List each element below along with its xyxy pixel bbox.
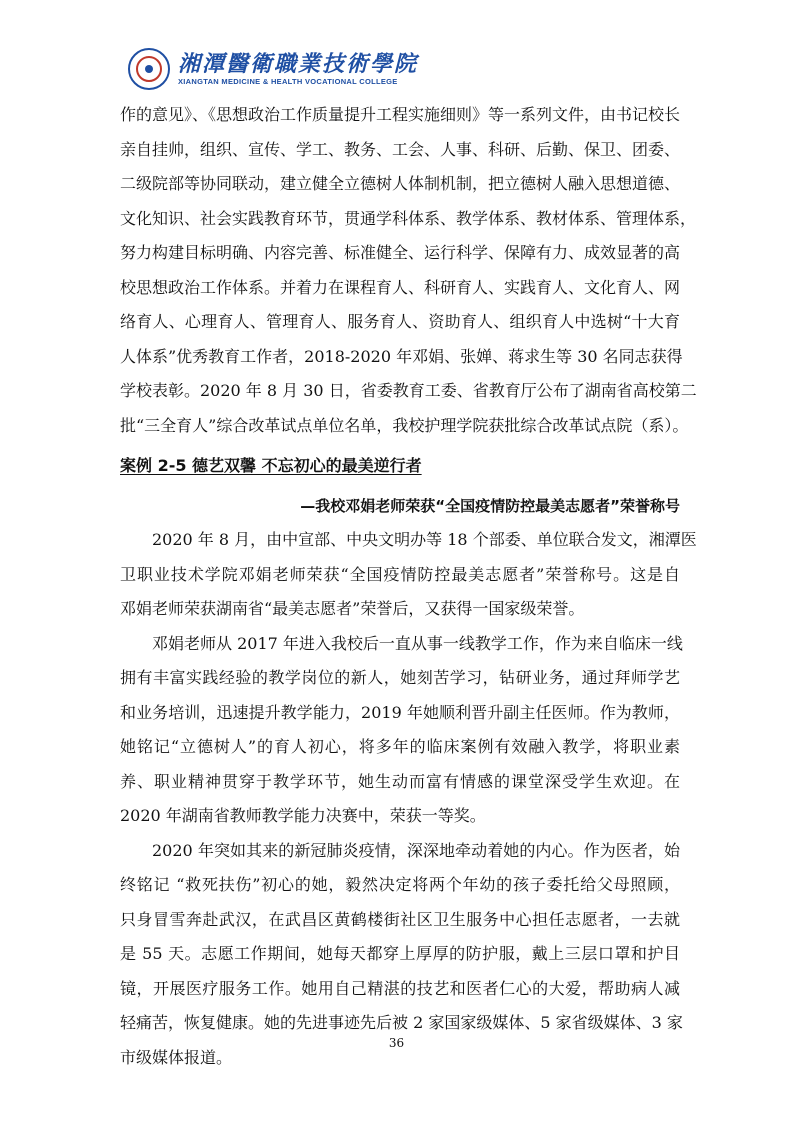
text-line: 卫职业技术学院邓娟老师荣获“全国疫情防控最美志愿者”荣誉称号。这是自	[120, 564, 680, 584]
case-title: 案例 2-5 德艺双馨 不忘初心的最美逆行者	[120, 456, 422, 475]
text-line: 批“三全育人”综合改革试点单位名单，我校护理学院获批综合改革试点院（系）。	[120, 415, 689, 435]
text-line: 二级院部等协同联动，建立健全立德树人体制机制，把立德树人融入思想道德、	[120, 174, 681, 193]
school-name-cn: 湘潭醫衛職業技術學院	[178, 51, 419, 77]
text-line: 2020 年湖南省教师教学能力决赛中，荣获一等奖。	[120, 806, 486, 825]
text-line: 2020 年 8 月，由中宣部、中央文明办等 18 个部委、单位联合发文，湘潭医	[152, 530, 697, 549]
text-line: 邓娟老师荣获湖南省“最美志愿者”荣誉后，又获得一国家级荣誉。	[120, 599, 585, 618]
school-brand	[178, 51, 418, 87]
text-line: 她铭记“立德树人”的育人初心，将多年的临床案例有效融入教学，将职业素	[120, 737, 680, 756]
paragraph-1	[120, 98, 697, 443]
text-line: 亲自挂帅，组织、宣传、学工、教务、工会、人事、科研、后勤、保卫、团委、	[120, 139, 681, 159]
text-line: 学校表彰。2020 年 8 月 30 日，省委教育工委、省教育厅公布了湖南省高校第二	[120, 381, 697, 400]
text-line: 2020 年突如其来的新冠肺炎疫情，深深地牵动着她的内心。作为医者，始	[152, 840, 680, 860]
text-line: 校思想政治工作体系。并着力在课程育人、科研育人、实践育人、文化育人、网	[120, 277, 681, 297]
text-line: 人体系”优秀教育工作者，2018-2020 年邓娟、张婵、蒋求生等 30 名同志获得	[120, 346, 683, 366]
text-line: 拥有丰富实践经验的教学岗位的新人，她刻苦学习，钻研业务，通过拜师学艺	[120, 668, 680, 687]
text-line: 是 55 天。志愿工作期间，她每天都穿上厚厚的防护服，戴上三层口罩和护目	[120, 944, 680, 963]
paragraph-2	[120, 523, 697, 627]
text-line: 轻痛苦，恢复健康。她的先进事迹先后被 2 家国家级媒体、5 家省级媒体、3 家	[120, 1013, 683, 1032]
page-number: 36	[388, 1036, 405, 1050]
paragraph-3	[120, 627, 683, 834]
school-logo-icon	[128, 48, 170, 90]
text-line: 养、职业精神贯穿于教学环节，她生动而富有情感的课堂深受学生欢迎。在	[120, 771, 680, 791]
text-line: 文化知识、社会实践教育环节，贯通学科体系、教学体系、教材体系、管理体系，	[120, 208, 697, 228]
school-name-en: XIANGTAN MEDICINE & HEALTH VOCATIONAL COLLEGE	[178, 77, 398, 86]
text-line: 努力构建目标明确、内容完善、标准健全、运行科学、保障有力、成效显著的高	[120, 243, 681, 262]
text-line: 镜，开展医疗服务工作。她用自己精湛的技艺和医者仁心的大爱，帮助病人减	[120, 978, 680, 998]
text-line: 市级媒体报道。	[120, 1047, 233, 1067]
case-subtitle: —我校邓娟老师荣获“全国疫情防控最美志愿者”荣誉称号	[300, 497, 680, 515]
page-header	[128, 46, 418, 92]
text-line: 只身冒雪奔赴武汉，在武昌区黄鹤楼街社区卫生服务中心担任志愿者，一去就	[120, 909, 680, 929]
text-line: 和业务培训，迅速提升教学能力，2019 年她顺利晋升副主任医师。作为教师，	[120, 702, 680, 722]
text-line: 作的意见》、《思想政治工作质量提升工程实施细则》等一系列文件，由书记校长	[120, 105, 681, 124]
text-line: 邓娟老师从 2017 年进入我校后一直从事一线教学工作，作为来自临床一线	[152, 633, 683, 653]
document-body	[120, 98, 697, 1075]
text-line: 络育人、心理育人、管理育人、服务育人、资助育人、组织育人中选树“十大育	[120, 312, 680, 331]
text-line: 终铭记 “救死扶伤”初心的她，毅然决定将两个年幼的孩子委托给父母照顾，	[120, 875, 680, 894]
